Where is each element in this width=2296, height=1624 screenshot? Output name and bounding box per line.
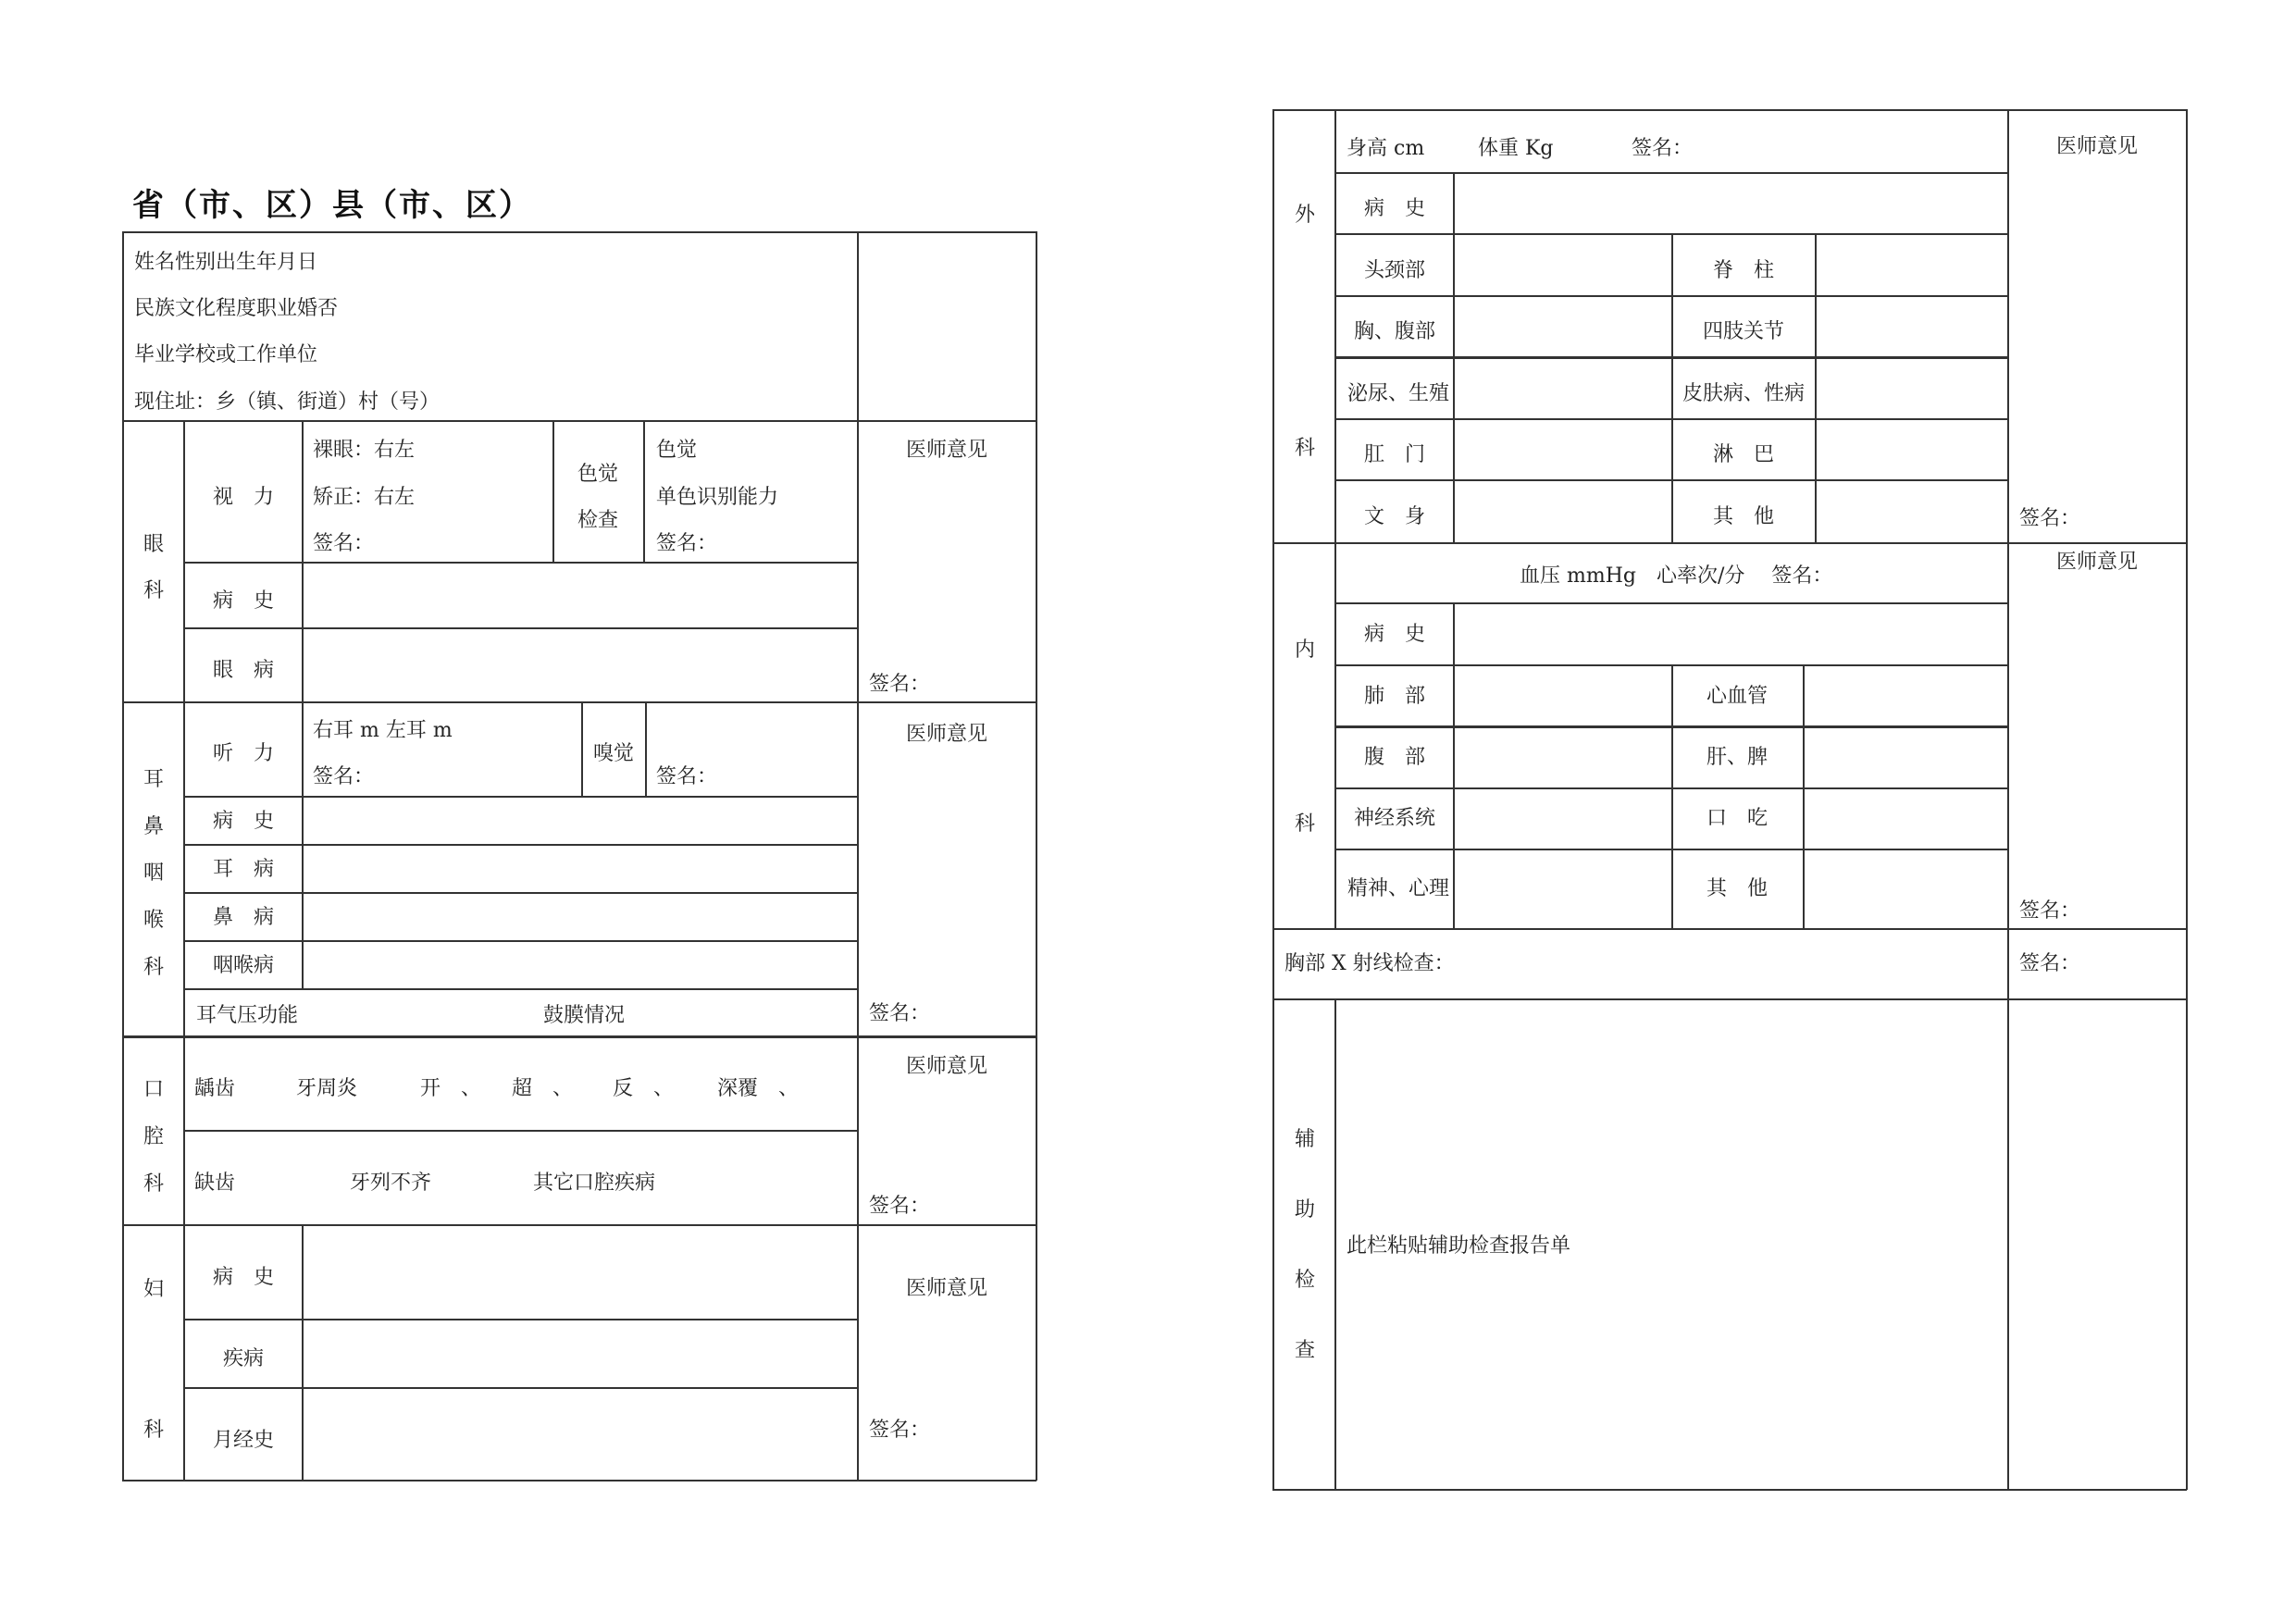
color-check-2: 检查 <box>577 509 619 532</box>
mono-ability: 单色识别能力 <box>656 486 779 509</box>
ent-dept-5: 科 <box>143 956 165 979</box>
xray-label: 胸部 X 射线检查： <box>1285 952 1455 975</box>
liver-spleen: 肝、脾 <box>1706 746 1769 769</box>
color-sign: 签名： <box>656 532 718 555</box>
surgery-dept-bottom: 科 <box>1295 437 1316 460</box>
vision-label: 视 力 <box>213 486 275 509</box>
gyn-disease: 疾病 <box>223 1347 265 1370</box>
naked-eye: 裸眼：右左 <box>313 439 416 462</box>
ear-disease: 耳 病 <box>213 858 275 881</box>
malaligned-teeth: 牙列不齐 <box>350 1172 432 1195</box>
spine: 脊 柱 <box>1713 259 1775 282</box>
urogenital: 泌尿、生殖 <box>1347 382 1450 405</box>
ears-value: 右耳 m 左耳 m <box>313 719 453 742</box>
weight-label: 体重 Kg <box>1478 137 1554 160</box>
lung: 肺 部 <box>1364 685 1426 708</box>
aux-note: 此栏粘贴辅助检查报告单 <box>1347 1234 1571 1258</box>
eye-dept-bottom: 科 <box>143 579 165 602</box>
personal-line-3: 毕业学校或工作单位 <box>134 343 318 366</box>
gyn-dept-top: 妇 <box>143 1278 165 1301</box>
anus: 肛 门 <box>1364 443 1426 466</box>
limbs-joints: 四肢关节 <box>1703 320 1785 343</box>
surgery-history: 病 史 <box>1364 197 1426 220</box>
menstrual-history: 月经史 <box>213 1429 275 1452</box>
internal-dept-bottom: 科 <box>1295 812 1316 836</box>
open-bite: 开 、 <box>420 1077 482 1100</box>
vision-sign: 签名： <box>313 532 375 555</box>
color-sense: 色觉 <box>656 439 698 462</box>
lymph: 淋 巴 <box>1713 443 1775 466</box>
page-title: 省（市、区）县（市、区） <box>132 187 532 224</box>
internal-opinion: 医师意见 <box>2056 551 2139 574</box>
internal-opinion-sign: 签名： <box>2019 899 2081 923</box>
personal-line-2: 民族文化程度职业婚否 <box>134 297 339 320</box>
caries: 龋齿 <box>194 1077 236 1100</box>
surgery-dept-top: 外 <box>1295 204 1316 227</box>
oral-opinion: 医师意见 <box>906 1055 988 1078</box>
skin-std: 皮肤病、性病 <box>1682 382 1806 405</box>
smell-label: 嗅觉 <box>593 742 635 765</box>
aux-dept-2: 助 <box>1295 1198 1316 1221</box>
overjet: 超 、 <box>512 1077 574 1100</box>
eye-opinion: 医师意见 <box>906 439 988 462</box>
abdomen: 腹 部 <box>1364 746 1426 769</box>
ent-dept-4: 喉 <box>143 909 165 932</box>
periodontitis: 牙周炎 <box>296 1077 358 1100</box>
hearing-label: 听 力 <box>213 742 275 765</box>
height-label: 身高 cm <box>1347 137 1425 160</box>
internal-history: 病 史 <box>1364 623 1426 646</box>
ent-opinion-sign: 签名： <box>869 1002 931 1025</box>
oral-dept-1: 口 <box>143 1078 165 1101</box>
tattoo: 文 身 <box>1364 505 1426 528</box>
surgery-top-sign: 签名： <box>1632 137 1694 160</box>
oral-dept-2: 腔 <box>143 1125 165 1148</box>
personal-line-4: 现住址：乡（镇、街道）村（号） <box>134 391 441 414</box>
smell-sign: 签名： <box>656 765 718 788</box>
ent-opinion: 医师意见 <box>906 723 988 746</box>
hearing-sign: 签名： <box>313 765 375 788</box>
ent-dept-1: 耳 <box>143 768 165 791</box>
crossbite: 反 、 <box>613 1077 675 1100</box>
internal-dept-top: 内 <box>1295 638 1316 662</box>
other-oral-disease: 其它口腔疾病 <box>533 1172 656 1195</box>
oral-opinion-sign: 签名： <box>869 1195 931 1218</box>
gyn-opinion-sign: 签名： <box>869 1419 931 1442</box>
ent-dept-2: 鼻 <box>143 815 165 838</box>
aux-dept-3: 检 <box>1295 1269 1316 1292</box>
mental: 精神、心理 <box>1347 877 1450 900</box>
head-neck: 头颈部 <box>1364 259 1426 282</box>
throat-disease: 咽喉病 <box>213 954 275 977</box>
deep-overbite: 深覆 、 <box>717 1077 800 1100</box>
eye-dept-top: 眼 <box>143 533 165 556</box>
oral-dept-3: 科 <box>143 1172 165 1196</box>
bp-heart-rate: 血压 mmHg 心率次/分 签名： <box>1520 564 1833 588</box>
eardrum: 鼓膜情况 <box>543 1004 626 1027</box>
gyn-history: 病 史 <box>213 1266 275 1289</box>
cardiovascular: 心血管 <box>1706 685 1769 708</box>
ent-history: 病 史 <box>213 810 275 833</box>
chest-abdomen: 胸、腹部 <box>1354 320 1436 343</box>
corrected-eye: 矫正：右左 <box>313 486 416 509</box>
xray-sign: 签名： <box>2019 952 2081 975</box>
aux-dept-4: 查 <box>1295 1339 1316 1362</box>
ent-dept-3: 咽 <box>143 862 165 885</box>
surgery-other: 其 他 <box>1713 505 1775 528</box>
nose-disease: 鼻 病 <box>213 906 275 929</box>
color-check-1: 色觉 <box>577 463 619 486</box>
eye-history: 病 史 <box>213 589 275 613</box>
nervous-system: 神经系统 <box>1354 807 1436 830</box>
aux-dept-1: 辅 <box>1295 1128 1316 1151</box>
ear-pressure: 耳气压功能 <box>196 1004 299 1027</box>
personal-line-1: 姓名性别出生年月日 <box>134 251 318 274</box>
eye-disease: 眼 病 <box>213 659 275 682</box>
surgery-opinion-sign: 签名： <box>2019 507 2081 530</box>
surgery-opinion: 医师意见 <box>2056 135 2139 158</box>
stutter: 口 吃 <box>1706 807 1769 830</box>
missing-teeth: 缺齿 <box>194 1172 236 1195</box>
gyn-opinion: 医师意见 <box>906 1277 988 1300</box>
eye-opinion-sign: 签名： <box>869 673 931 696</box>
internal-other: 其 他 <box>1706 877 1769 900</box>
gyn-dept-bottom: 科 <box>143 1419 165 1442</box>
